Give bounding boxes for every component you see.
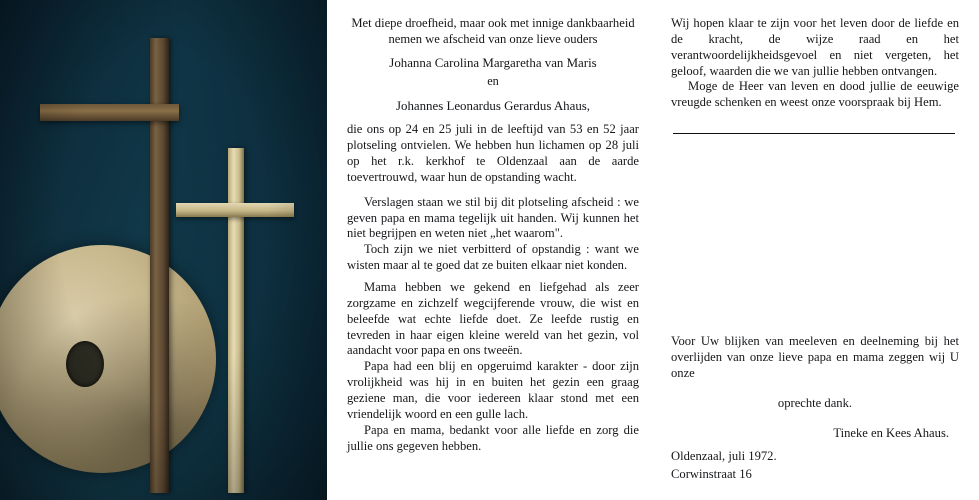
- right-paragraph-1: Wij hopen klaar te zijn voor het leven door de liefde en de kracht, de wijze raad en het verantwoordelijkheidsgevoel en niet vergeten, het geloof, waarden die we van jullie hebben ontvangen.: [671, 16, 959, 78]
- deceased-name-father: Johannes Leonardus Gerardus Ahaus,: [395, 98, 591, 113]
- thanks-text: oprechte dank.: [777, 395, 853, 410]
- middle-text-column: [327, 0, 653, 500]
- middle-paragraph-5: Papa had een blij en opgeruimd karakter - door zijn vrolijkheid was hij in en buiten het gezin een graag geziene man, die voor iedereen klaar stond met een vriendelijk woord en een gulle lach.: [347, 359, 639, 421]
- right-paragraph-2: Moge de Heer van leven en dood jullie de eeuwige vreugde schenken en weest onze voorspraak bij Hem.: [671, 79, 959, 110]
- middle-paragraph-3: Toch zijn we niet verbitterd of opstandig : want we wisten maar al te goed dat ze buiten elkaar niet konden.: [347, 242, 639, 273]
- acknowledgement-block: [671, 334, 959, 483]
- light-cross-horizontal-icon: [176, 203, 294, 217]
- spacer: [347, 186, 639, 195]
- middle-paragraph-6: Papa en mama, bedankt voor alle liefde en zorg die jullie ons gegeven hebben.: [347, 422, 639, 453]
- name-conjunction: en: [487, 74, 499, 89]
- memorial-photo: [0, 0, 327, 500]
- section-divider: [673, 133, 955, 134]
- opening-text: Met diepe droefheid, maar ook met innige dankbaarheid nemen we afscheid van onze lieve ouders: [351, 16, 635, 46]
- stone-disc-hole: [66, 341, 104, 387]
- middle-paragraph-2: Verslagen staan we stil bij dit plotseling afscheid : we geven papa en mama tegelijk uit handen. Wij kunnen het niet begrijpen en weten niet „het waarom".: [347, 194, 639, 241]
- address-text: Corwinstraat 16: [671, 467, 752, 482]
- signature-text: Tineke en Kees Ahaus.: [833, 425, 949, 440]
- dark-cross-horizontal-icon: [40, 104, 179, 121]
- middle-paragraph-4: Mama hebben we gekend en liefgehad als zeer zorgzame en zichzelf wegcijferende vrouw, die wist en beleefde wat echte liefde doet. Ze leefde rustig en tevreden in haar eigen kleine wereld van het gezin, vol aandacht voor papa en ons tweeën.: [347, 280, 639, 358]
- place-date-text: Oldenzaal, juli 1972.: [671, 449, 777, 464]
- deceased-name-mother: Johanna Carolina Margaretha van Maris: [389, 55, 597, 70]
- light-cross-vertical-icon: [228, 148, 244, 493]
- right-text-column: [653, 0, 979, 500]
- closing-paragraph: Voor Uw blijken van meeleven en deelneming bij het overlijden van onze lieve papa en mama zeggen wij U onze: [671, 334, 959, 380]
- middle-paragraph-1: die ons op 24 en 25 juli in de leeftijd van 53 en 52 jaar plotseling ontvielen. We hebben hun lichamen op 28 juli op het r.k. kerkhof te Oldenzaal aan de aarde toevertrouwd, waar hun de opstanding wacht.: [347, 122, 639, 184]
